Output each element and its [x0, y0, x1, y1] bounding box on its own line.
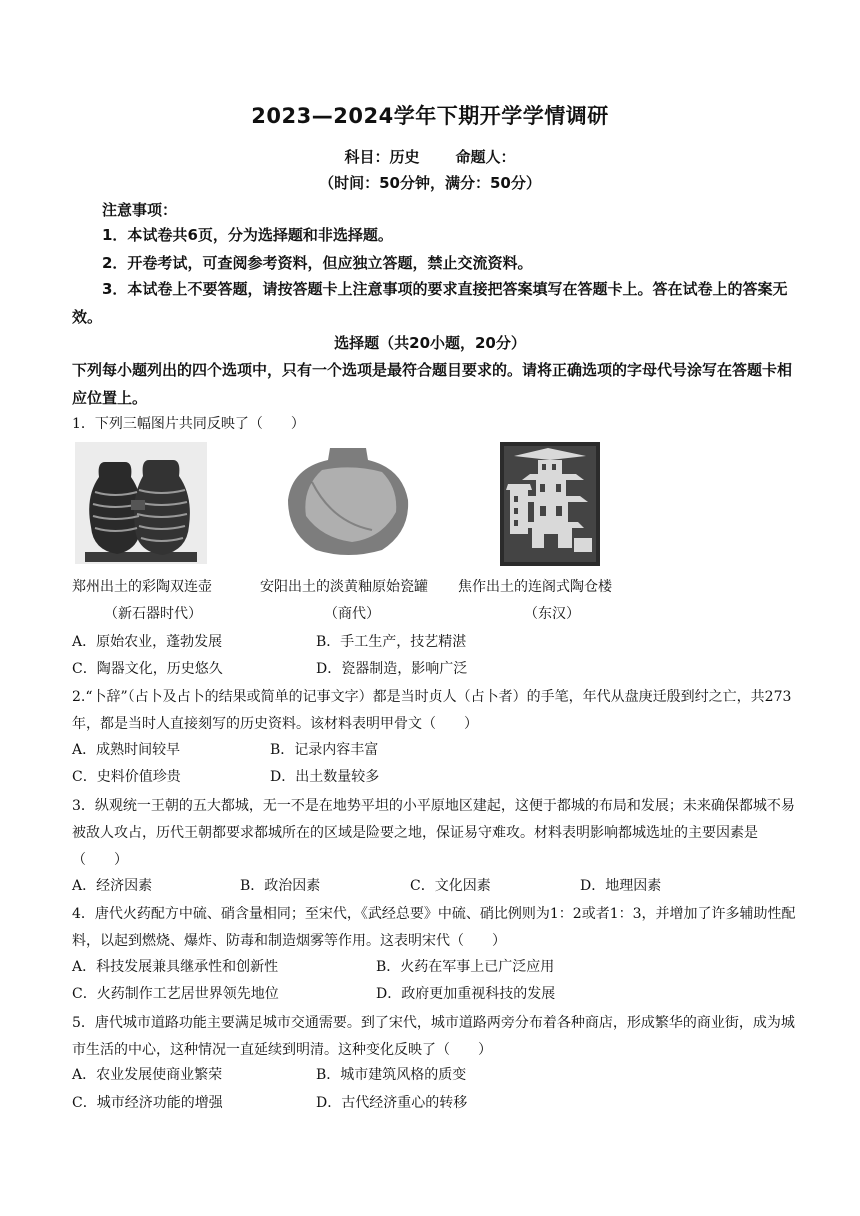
- time-score: （时间：50分钟，满分：50分）: [319, 174, 541, 192]
- option-a: A．科技发展兼具继承性和创新性: [72, 959, 279, 975]
- porcelain-jar-image: [282, 442, 414, 560]
- question-stem: 1．下列三幅图片共同反映了（ ）: [72, 416, 305, 432]
- option-c: C．陶器文化，历史悠久: [72, 661, 223, 677]
- option-a: A．经济因素: [72, 878, 153, 894]
- double-vase-image: [75, 442, 207, 564]
- section-instruction: 下列每小题列出的四个选项中，只有一个选项是最符合题目要求的。请将正确选项的字母代号涂写在答题卡相应位置上。: [72, 361, 793, 407]
- option-b: B．政治因素: [240, 878, 321, 894]
- figure-period: （东汉）: [524, 606, 580, 622]
- figure-caption: 郑州出土的彩陶双连壶: [72, 579, 212, 595]
- option-a: A．成熟时间较早: [72, 742, 181, 758]
- question-stem: 4．唐代火药配方中硫、硝含量相同；至宋代，《武经总要》中硫、硝比例则为1：2或者1：3，并增加了许多辅助性配料，以起到燃烧、爆炸、防毒和制造烟雾等作用。这表明宋代（ ）: [72, 906, 796, 949]
- pottery-tower-image: [500, 442, 600, 566]
- option-d: D．出土数量较多: [270, 769, 380, 785]
- figure-caption: 安阳出土的淡黄釉原始瓷罐: [260, 579, 428, 595]
- question-stem: 2.“卜辞”（占卜及占卜的结果或简单的记事文字）都是当时贞人（占卜者）的手笔，年代从盘庚迁殷到纣之亡，共273年，都是当时人直接刻写的历史资料。该材料表明甲骨文（ ）: [72, 689, 792, 732]
- option-c: C．史料价值珍贵: [72, 769, 181, 785]
- option-d: D．政府更加重视科技的发展: [376, 986, 556, 1002]
- option-a: A．原始农业，蓬勃发展: [72, 634, 223, 650]
- option-b: B．城市建筑风格的质变: [316, 1067, 467, 1083]
- question-stem: 5．唐代城市道路功能主要满足城市交通需要。到了宋代，城市道路两旁分布着各种商店，形成繁华的商业街，成为城市生活的中心，这种情况一直延续到明清。这种变化反映了（ ）: [72, 1015, 795, 1058]
- section-title: 选择题（共20小题，20分）: [334, 334, 526, 352]
- note-item: 2．开卷考试，可查阅参考资料，但应独立答题，禁止交流资料。: [102, 254, 533, 272]
- figure-caption: 焦作出土的连阁式陶仓楼: [458, 579, 612, 595]
- option-d: D．瓷器制造，影响广泛: [316, 661, 468, 677]
- note-item: 3．本试卷上不要答题，请按答题卡上注意事项的要求直接把答案填写在答题卡上。答在试卷上的答案无效。: [72, 280, 788, 326]
- option-c: C．城市经济功能的增强: [72, 1095, 223, 1111]
- option-c: C．火药制作工艺居世界领先地位: [72, 986, 279, 1002]
- author-label: 命题人：: [455, 148, 516, 166]
- figure-period: （新石器时代）: [104, 606, 202, 622]
- option-b: B．火药在军事上已广泛应用: [376, 959, 555, 975]
- option-d: D．地理因素: [580, 878, 662, 894]
- option-b: B．记录内容丰富: [270, 742, 379, 758]
- note-item: 1．本试卷共6页，分为选择题和非选择题。: [102, 226, 393, 244]
- page-title: 2023—2024学年下期开学学情调研: [251, 104, 609, 128]
- option-d: D．古代经济重心的转移: [316, 1095, 468, 1111]
- figure-period: （商代）: [324, 606, 380, 622]
- option-a: A．农业发展使商业繁荣: [72, 1067, 223, 1083]
- subject-label: 科目：历史: [344, 148, 420, 166]
- exam-meta: [0, 146, 860, 167]
- question-stem: 3．纵观统一王朝的五大都城，无一不是在地势平坦的小平原地区建起，这便于都城的布局和发展；未来确保都城不易被敌人攻占，历代王朝都要求都城所在的区域是险要之地，保证易守难攻。材料表明影响都城选址的主要因素是（ ）: [72, 798, 795, 868]
- option-b: B．手工生产，技艺精湛: [316, 634, 467, 650]
- option-c: C．文化因素: [410, 878, 491, 894]
- notes-heading: 注意事项：: [102, 201, 178, 219]
